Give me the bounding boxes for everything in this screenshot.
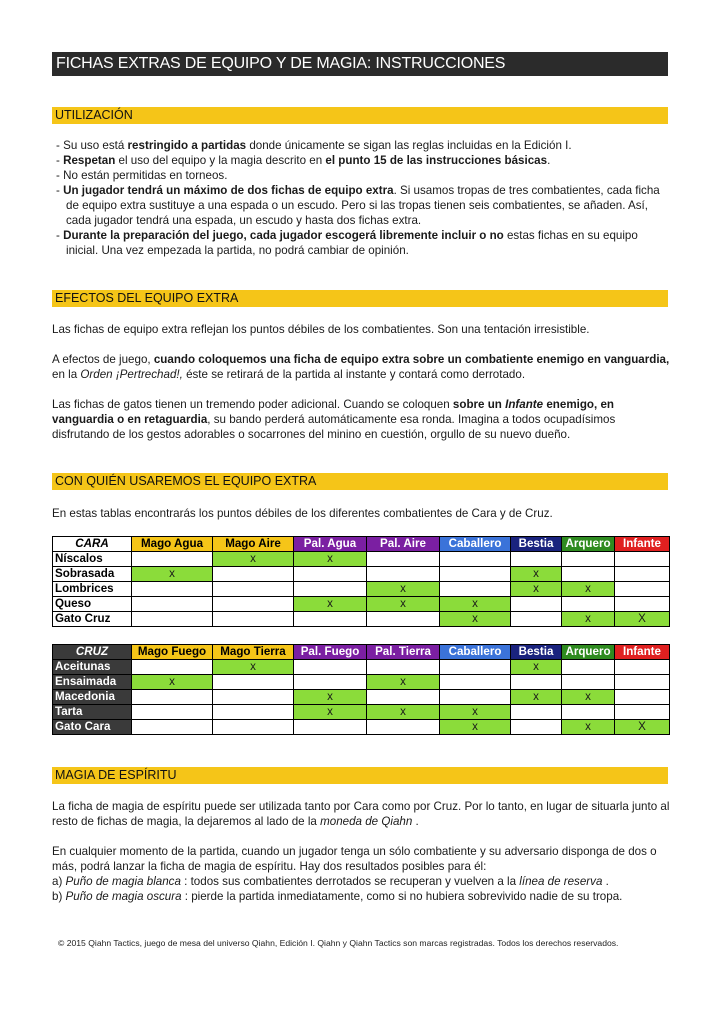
table-cell bbox=[615, 567, 670, 582]
table-cell bbox=[562, 567, 615, 582]
table-cell bbox=[562, 552, 615, 567]
table-cell: x bbox=[440, 597, 511, 612]
text-run: Las fichas de gatos tienen un tremendo poder adicional. Cuando se coloquen bbox=[52, 398, 453, 411]
table-cell: x bbox=[562, 612, 615, 627]
page-title: FICHAS EXTRAS DE EQUIPO Y DE MAGIA: INSTRUCCIONES bbox=[52, 52, 668, 76]
table-cell bbox=[367, 552, 440, 567]
italic-text: línea de reserva bbox=[519, 875, 603, 888]
text-run: . Si usamos tropas de tres combatientes, cada ficha de equipo extra sustituye a una espada o un escudo. Pero si las tropas tienen seis combatientes, se añaden. Así, cada jugador tendrá una espada, un escudo y hasta dos fichas extra. bbox=[66, 184, 660, 227]
table-cell bbox=[562, 705, 615, 720]
text-run: - bbox=[56, 154, 64, 167]
table-row bbox=[53, 597, 670, 612]
utilizacion-bullets bbox=[56, 138, 670, 258]
table-cell bbox=[213, 675, 294, 690]
table-cell bbox=[615, 597, 670, 612]
table-cell: x bbox=[562, 582, 615, 597]
table-header-row bbox=[53, 645, 670, 660]
table-row bbox=[53, 705, 670, 720]
table-cell bbox=[213, 582, 294, 597]
table-cell: x bbox=[367, 705, 440, 720]
table-cell bbox=[615, 660, 670, 675]
text-run: donde únicamente se sigan las reglas incluidas en la Edición I. bbox=[246, 139, 572, 152]
text-run: . bbox=[547, 154, 551, 167]
column-header: Mago Fuego bbox=[132, 645, 213, 660]
column-header: Arquero bbox=[562, 537, 615, 552]
table-cell bbox=[367, 660, 440, 675]
column-header: Pal. Tierra bbox=[367, 645, 440, 660]
column-header: Arquero bbox=[562, 645, 615, 660]
table-cell: x bbox=[511, 690, 562, 705]
table-row bbox=[53, 690, 670, 705]
table-cell bbox=[132, 582, 213, 597]
magia-text bbox=[52, 799, 672, 904]
column-header: Pal. Aire bbox=[367, 537, 440, 552]
italic-text: moneda de Qiahn bbox=[320, 815, 413, 828]
table-cell: x bbox=[511, 567, 562, 582]
bold-text: Durante la preparación del juego, cada jugador escogerá libremente incluir o no bbox=[63, 229, 504, 242]
paragraph bbox=[52, 352, 672, 382]
table-cell bbox=[367, 567, 440, 582]
table-corner-label: CARA bbox=[53, 537, 132, 552]
table-cell bbox=[132, 597, 213, 612]
table-cell: x bbox=[367, 597, 440, 612]
bold-text: cuando coloquemos una ficha de equipo extra sobre un combatiente enemigo en vanguardia, bbox=[153, 353, 670, 366]
table-cell bbox=[367, 720, 440, 735]
italic-text: Orden ¡Pertrechad!, bbox=[80, 368, 183, 381]
table-cell bbox=[213, 705, 294, 720]
text-run: En cualquier momento de la partida, cuando un jugador tenga un sólo combatiente y su adversario disponga de dos o más, podrá lanzar la ficha de magia de espíritu. Hay dos resultados posibles para él: bbox=[52, 845, 657, 873]
table-cell bbox=[294, 567, 367, 582]
table-cell bbox=[213, 720, 294, 735]
bullet-item bbox=[56, 153, 670, 168]
table-cara bbox=[52, 536, 670, 627]
table-cell bbox=[615, 582, 670, 597]
text-run: Las fichas de equipo extra reflejan los puntos débiles de los combatientes. Son una tentación irresistible. bbox=[52, 323, 590, 336]
bold-text: Un jugador tendrá un máximo de dos fichas de equipo extra bbox=[63, 184, 394, 197]
table-row bbox=[53, 660, 670, 675]
text-run: A efectos de juego, bbox=[52, 353, 154, 366]
table-cell bbox=[367, 612, 440, 627]
paragraph bbox=[52, 322, 672, 337]
text-run: a) bbox=[52, 875, 66, 888]
bold-text: sobre un bbox=[452, 398, 506, 411]
table-cell bbox=[440, 690, 511, 705]
column-header: Mago Tierra bbox=[213, 645, 294, 660]
table-cell bbox=[367, 690, 440, 705]
text-run: - bbox=[56, 229, 64, 242]
table-row bbox=[53, 552, 670, 567]
paragraph bbox=[52, 889, 672, 904]
column-header: Pal. Agua bbox=[294, 537, 367, 552]
text-run: en la bbox=[52, 368, 81, 381]
row-label: Queso bbox=[53, 597, 132, 612]
table-cell bbox=[132, 552, 213, 567]
table-cell: x bbox=[440, 705, 511, 720]
table-cell: x bbox=[562, 720, 615, 735]
table-cell bbox=[132, 720, 213, 735]
table-cell bbox=[511, 705, 562, 720]
table-cell: X bbox=[615, 612, 670, 627]
table-corner-label: CRUZ bbox=[53, 645, 132, 660]
table-row bbox=[53, 720, 670, 735]
table-cell: x bbox=[132, 675, 213, 690]
row-label: Gato Cara bbox=[53, 720, 132, 735]
table-cell bbox=[440, 582, 511, 597]
bold-text: Respetan bbox=[63, 154, 116, 167]
bullet-item bbox=[56, 168, 670, 183]
paragraph bbox=[52, 844, 672, 874]
row-label: Lombrices bbox=[53, 582, 132, 597]
bullet-item bbox=[56, 138, 670, 153]
table-cell bbox=[615, 552, 670, 567]
table-cell bbox=[294, 582, 367, 597]
table-cell bbox=[511, 720, 562, 735]
table-cell bbox=[440, 675, 511, 690]
table-row bbox=[53, 582, 670, 597]
table-cell: x bbox=[294, 690, 367, 705]
table-cell bbox=[294, 612, 367, 627]
table-cell bbox=[213, 567, 294, 582]
table-cell: x bbox=[511, 582, 562, 597]
column-header: Mago Aire bbox=[213, 537, 294, 552]
text-run: . bbox=[412, 815, 419, 828]
table-cell bbox=[562, 597, 615, 612]
table-cell: x bbox=[294, 597, 367, 612]
italic-text: Puño de magia oscura bbox=[65, 890, 182, 903]
text-run: b) bbox=[52, 890, 66, 903]
column-header: Mago Agua bbox=[132, 537, 213, 552]
text-run: - No están permitidas en torneos. bbox=[56, 169, 228, 182]
column-header: Caballero bbox=[440, 645, 511, 660]
table-cell: x bbox=[440, 720, 511, 735]
table-cell bbox=[213, 612, 294, 627]
table-cell bbox=[511, 675, 562, 690]
text-run: el uso del equipo y la magia descrito en bbox=[115, 154, 326, 167]
table-cell: X bbox=[615, 720, 670, 735]
text-run: . bbox=[602, 875, 609, 888]
text-run: éste se retirará de la partida al instante y contará como derrotado. bbox=[182, 368, 526, 381]
table-cell: x bbox=[562, 690, 615, 705]
table-cruz bbox=[52, 644, 670, 735]
table-cell bbox=[615, 690, 670, 705]
table-cell: x bbox=[440, 612, 511, 627]
table-cell bbox=[615, 705, 670, 720]
table-cell bbox=[440, 552, 511, 567]
row-label: Ensaimada bbox=[53, 675, 132, 690]
table-cell bbox=[562, 675, 615, 690]
text-run: : todos sus combatientes derrotados se recuperan y vuelven a la bbox=[180, 875, 520, 888]
quien-intro: En estas tablas encontrarás los puntos débiles de los diferentes combatientes de Cara y de Cruz. bbox=[52, 507, 553, 520]
table-cell bbox=[294, 720, 367, 735]
table-cell: x bbox=[367, 582, 440, 597]
row-label: Tarta bbox=[53, 705, 132, 720]
table-cell bbox=[511, 552, 562, 567]
table-cell: x bbox=[132, 567, 213, 582]
section-heading-magia: MAGIA DE ESPÍRITU bbox=[52, 767, 668, 784]
table-cell: x bbox=[511, 660, 562, 675]
italic-text: Puño de magia blanca bbox=[65, 875, 181, 888]
table-cell bbox=[511, 612, 562, 627]
bullet-item bbox=[56, 228, 670, 258]
bold-italic-text: Infante bbox=[505, 398, 544, 411]
text-run: - bbox=[56, 184, 64, 197]
row-label: Gato Cruz bbox=[53, 612, 132, 627]
row-label: Macedonia bbox=[53, 690, 132, 705]
table-cell bbox=[213, 597, 294, 612]
table-row bbox=[53, 675, 670, 690]
table-cell bbox=[213, 690, 294, 705]
table-row bbox=[53, 612, 670, 627]
table-cell: x bbox=[213, 552, 294, 567]
text-run: - Su uso está bbox=[56, 139, 128, 152]
table-cell: x bbox=[294, 552, 367, 567]
section-heading-quien: CON QUIÉN USAREMOS EL EQUIPO EXTRA bbox=[52, 473, 668, 490]
footer-copyright: © 2015 Qiahn Tactics, juego de mesa del universo Qiahn, Edición I. Qiahn y Qiahn Tactics son marcas registradas. Todos los derechos reservados. bbox=[58, 938, 619, 948]
table-cell bbox=[615, 675, 670, 690]
table-row bbox=[53, 567, 670, 582]
table-cell bbox=[132, 690, 213, 705]
table-cell bbox=[440, 567, 511, 582]
table-cell: x bbox=[367, 675, 440, 690]
bold-text: restringido a partidas bbox=[127, 139, 247, 152]
table-cell bbox=[132, 612, 213, 627]
column-header: Caballero bbox=[440, 537, 511, 552]
row-label: Sobrasada bbox=[53, 567, 132, 582]
table-cell bbox=[511, 597, 562, 612]
table-cell bbox=[440, 660, 511, 675]
table-cell bbox=[132, 705, 213, 720]
table-header-row bbox=[53, 537, 670, 552]
paragraph bbox=[52, 799, 672, 829]
table-cell bbox=[294, 660, 367, 675]
column-header: Pal. Fuego bbox=[294, 645, 367, 660]
table-cell bbox=[132, 660, 213, 675]
text-run: : pierde la partida inmediatamente, como si no hubiera sobrevivido nadie de su tropa. bbox=[181, 890, 623, 903]
column-header: Bestia bbox=[511, 645, 562, 660]
efectos-text bbox=[52, 322, 672, 442]
text-run: estas fichas en su equipo inicial. Una vez empezada la partida, no podrá cambiar de opinión. bbox=[66, 229, 638, 257]
table-cell bbox=[294, 675, 367, 690]
bold-text: el punto 15 de las instrucciones básicas bbox=[325, 154, 548, 167]
bold-text: enemigo, en vanguardia o en retaguardia bbox=[52, 398, 614, 426]
row-label: Níscalos bbox=[53, 552, 132, 567]
column-header: Bestia bbox=[511, 537, 562, 552]
table-cell: x bbox=[294, 705, 367, 720]
row-label: Aceitunas bbox=[53, 660, 132, 675]
column-header: Infante bbox=[615, 537, 670, 552]
table-cell: x bbox=[213, 660, 294, 675]
section-heading-efectos: EFECTOS DEL EQUIPO EXTRA bbox=[52, 290, 668, 307]
paragraph bbox=[52, 397, 672, 442]
section-heading-utilizacion: UTILIZACIÓN bbox=[52, 107, 668, 124]
paragraph bbox=[52, 874, 672, 889]
table-cell bbox=[562, 660, 615, 675]
text-run: , su bando perderá automáticamente esa ronda. Imagina a todos ocupadísimos disfrutando de los gestos adorables o socarrones del minino en cuestión, orgullo de su nuevo dueño. bbox=[52, 413, 616, 441]
bullet-item bbox=[56, 183, 670, 228]
column-header: Infante bbox=[615, 645, 670, 660]
text-run: La ficha de magia de espíritu puede ser utilizada tanto por Cara como por Cruz. Por lo tanto, en lugar de situarla junto al resto de fichas de magia, la dejaremos al lado de la bbox=[52, 800, 670, 828]
